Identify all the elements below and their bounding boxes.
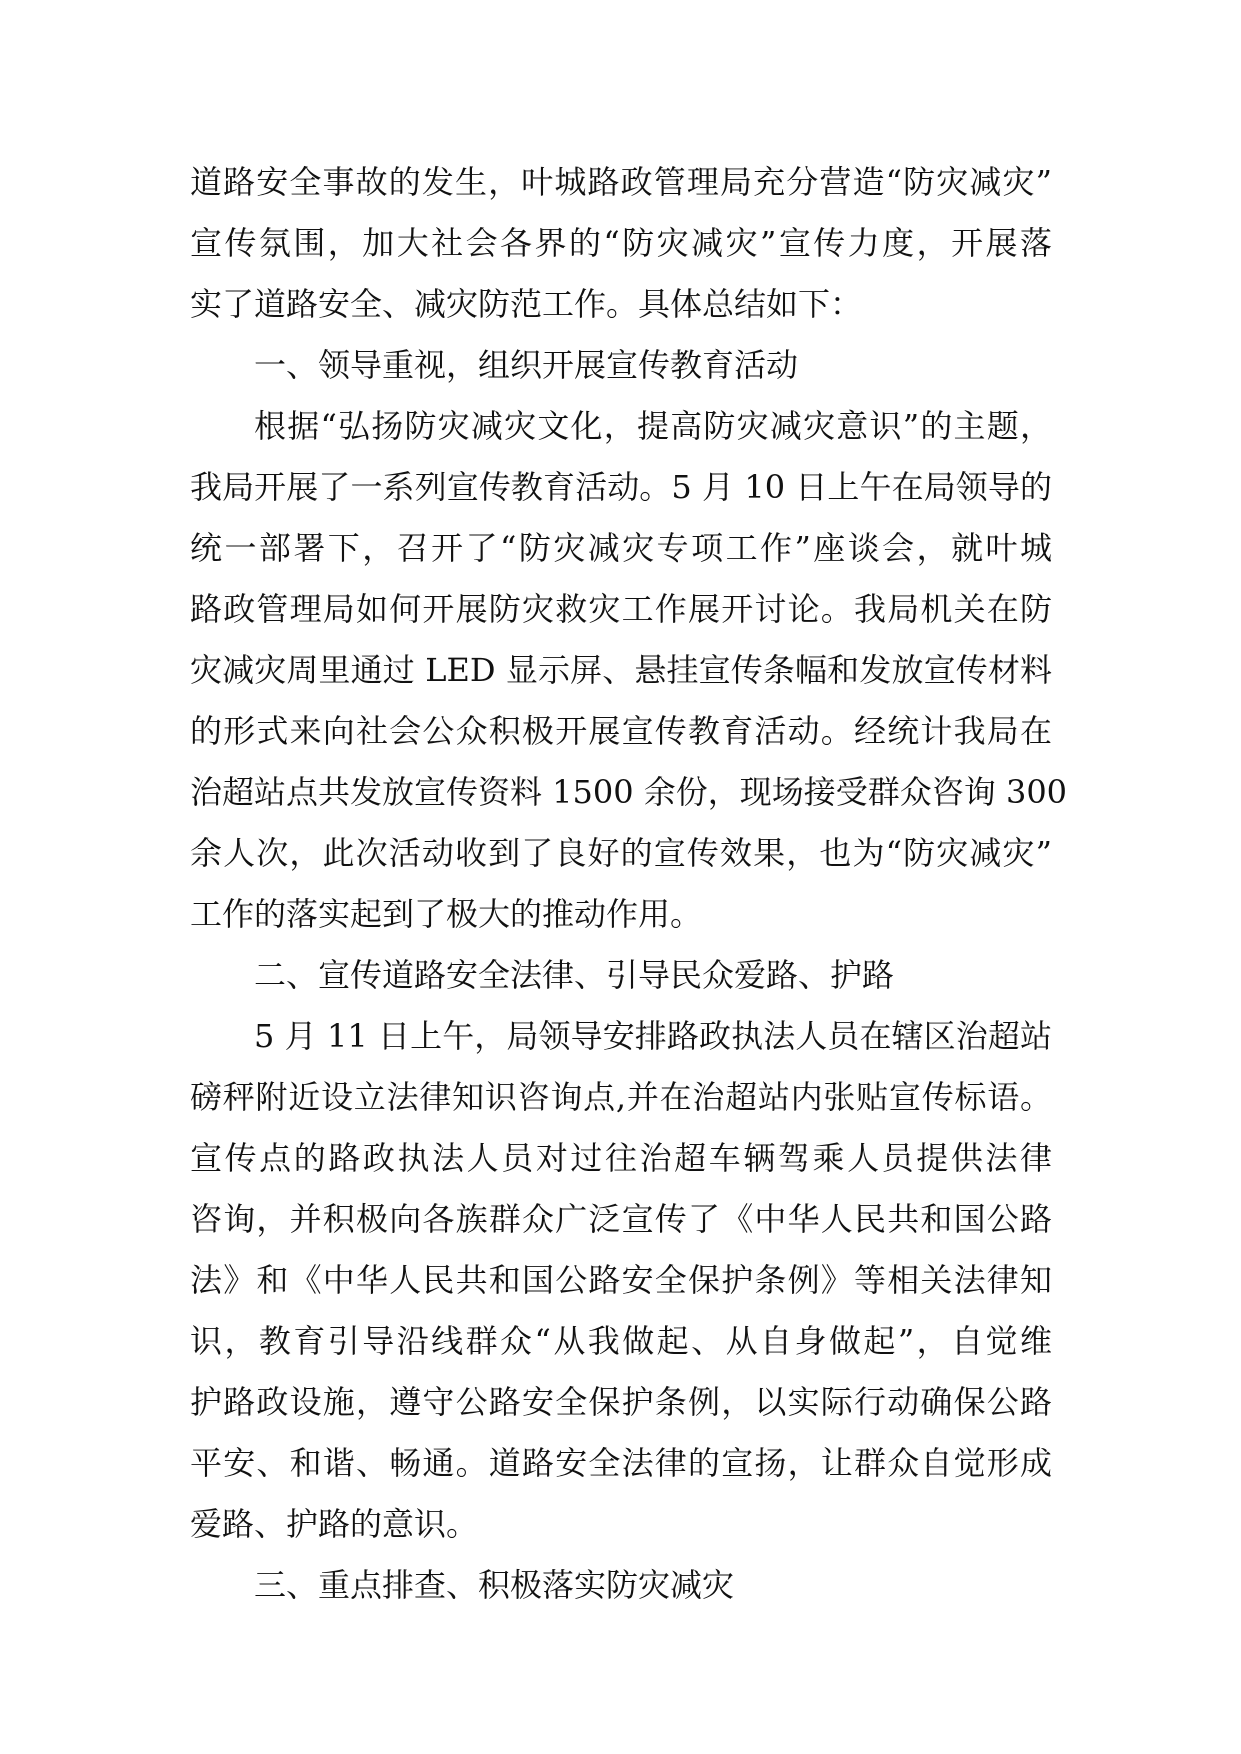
text-line: 根据“弘扬防灾减灾文化，提高防灾减灾意识”的主题， xyxy=(254,407,1052,445)
text-line: 灾减灾周里通过 LED 显示屏、悬挂宣传条幅和发放宣传材料 xyxy=(190,651,1052,689)
text-line: 的形式来向社会公众积极开展宣传教育活动。经统计我局在 xyxy=(190,712,1052,750)
text-line: 余人次，此次活动收到了良好的宣传效果，也为“防灾减灾” xyxy=(190,834,1052,872)
heading-text: 三、重点排查、积极落实防灾减灾 xyxy=(254,1566,735,1604)
text-line: 道路安全事故的发生，叶城路政管理局充分营造“防灾减灾” xyxy=(190,163,1052,201)
heading-text: 二、宣传道路安全法律、引导民众爱路、护路 xyxy=(254,956,895,994)
text-line: 5 月 11 日上午，局领导安排路政执法人员在辖区治超站 xyxy=(254,1017,1052,1055)
document-body xyxy=(190,152,1068,1616)
text-line: 护路政设施，遵守公路安全保护条例，以实际行动确保公路 xyxy=(190,1383,1052,1421)
text-line: 路政管理局如何开展防灾救灾工作展开讨论。我局机关在防 xyxy=(190,590,1052,628)
text-line: 工作的落实起到了极大的推动作用。 xyxy=(190,895,703,933)
paragraph-intro xyxy=(190,152,1052,335)
text-line: 我局开展了一系列宣传教育活动。5 月 10 日上午在局领导的 xyxy=(190,468,1052,506)
section-heading-3 xyxy=(190,1555,1052,1616)
text-line: 爱路、护路的意识。 xyxy=(190,1505,479,1543)
text-line: 宣传点的路政执法人员对过往治超车辆驾乘人员提供法律 xyxy=(190,1139,1052,1177)
text-line: 统一部署下，召开了“防灾减灾专项工作”座谈会，就叶城 xyxy=(190,529,1052,567)
text-line: 实了道路安全、减灾防范工作。具体总结如下： xyxy=(190,285,863,323)
text-line: 磅秤附近设立法律知识咨询点,并在治超站内张贴宣传标语。 xyxy=(190,1078,1052,1116)
paragraph-section-2 xyxy=(190,1006,1052,1555)
text-line: 宣传氛围，加大社会各界的“防灾减灾”宣传力度，开展落 xyxy=(190,224,1052,262)
section-heading-2 xyxy=(190,945,1052,1006)
paragraph-section-1 xyxy=(190,396,1068,945)
section-heading-1 xyxy=(190,335,1052,396)
text-line: 平安、和谐、畅通。道路安全法律的宣扬，让群众自觉形成 xyxy=(190,1444,1052,1482)
text-line: 法》和《中华人民共和国公路安全保护条例》等相关法律知 xyxy=(190,1261,1052,1299)
text-line: 咨询，并积极向各族群众广泛宣传了《中华人民共和国公路 xyxy=(190,1200,1052,1238)
text-line: 治超站点共发放宣传资料 1500 余份，现场接受群众咨询 300 xyxy=(190,773,1068,811)
text-line: 识，教育引导沿线群众“从我做起、从自身做起”，自觉维 xyxy=(190,1322,1052,1360)
heading-text: 一、领导重视，组织开展宣传教育活动 xyxy=(254,346,799,384)
